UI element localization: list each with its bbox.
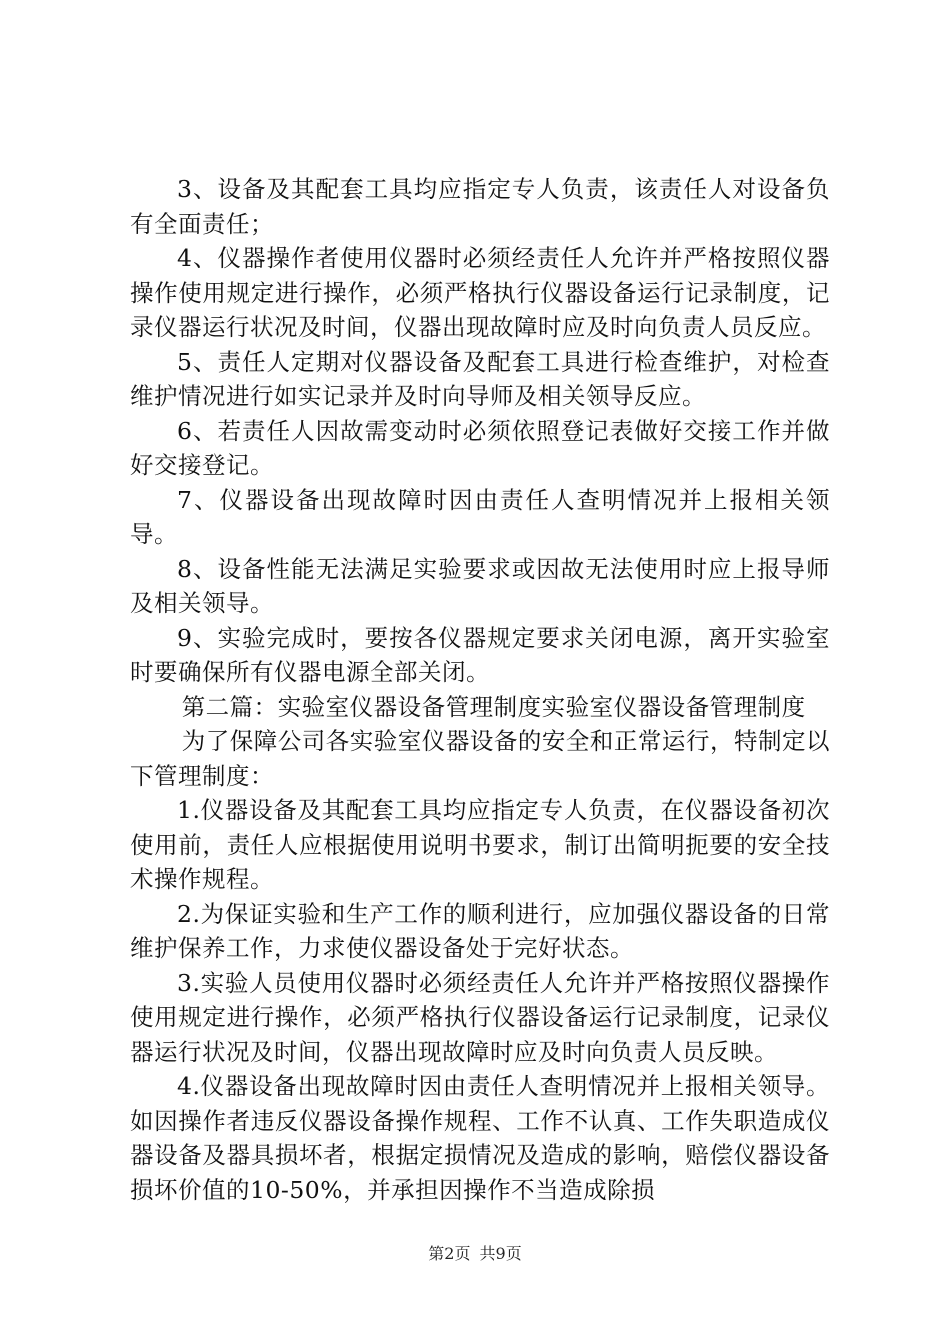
paragraph-item-9: 9、实验完成时，要按各仪器规定要求关闭电源，离开实验室时要确保所有仪器电源全部关闭。 [130, 623, 830, 686]
rule-item-4: 4.仪器设备出现故障时因由责任人查明情况并上报相关领导。如因操作者违反仪器设备操作规程、工作不认真、工作失职造成仪器设备及器具损坏者，根据定损情况及造成的影响，赔偿仪器设备损坏价值的10-50%，并承担因操作不当造成除损 [130, 1072, 830, 1204]
paragraph-item-3: 3、设备及其配套工具均应指定专人负责，该责任人对设备负有全面责任； [130, 175, 830, 238]
paragraph-item-8: 8、设备性能无法满足实验要求或因故无法使用时应上报导师及相关领导。 [130, 554, 830, 617]
paragraph-item-4: 4、仪器操作者使用仪器时必须经责任人允许并严格按照仪器操作使用规定进行操作，必须严格执行仪器设备运行记录制度，记录仪器运行状况及时间，仪器出现故障时应及时向负责人员反应。 [130, 244, 830, 341]
document-body [130, 172, 830, 1207]
rule-item-3: 3.实验人员使用仪器时必须经责任人允许并严格按照仪器操作使用规定进行操作，必须严格执行仪器设备运行记录制度，记录仪器运行状况及时间，仪器出现故障时应及时向负责人员反映。 [130, 968, 830, 1066]
page-number: 第2页 [428, 1244, 471, 1263]
section-heading: 第二篇：实验室仪器设备管理制度实验室仪器设备管理制度 [181, 692, 806, 721]
paragraph-item-5: 5、责任人定期对仪器设备及配套工具进行检查维护，对检查维护情况进行如实记录并及时向导师及相关领导反应。 [130, 347, 830, 410]
page-total: 共9页 [479, 1244, 522, 1263]
rule-item-1: 1.仪器设备及其配套工具均应指定专人负责，在仪器设备初次使用前，责任人应根据使用说明书要求，制订出简明扼要的安全技术操作规程。 [130, 796, 830, 893]
paragraph-item-7: 7、仪器设备出现故障时因由责任人查明情况并上报相关领导。 [130, 485, 830, 548]
page-footer [0, 1244, 950, 1264]
section-intro: 为了保障公司各实验室仪器设备的安全和正常运行，特制定以下管理制度： [130, 727, 830, 790]
rule-item-2: 2.为保证实验和生产工作的顺利进行，应加强仪器设备的日常维护保养工作，力求使仪器设备处于完好状态。 [130, 899, 830, 962]
paragraph-item-6: 6、若责任人因故需变动时必须依照登记表做好交接工作并做好交接登记。 [130, 416, 830, 479]
